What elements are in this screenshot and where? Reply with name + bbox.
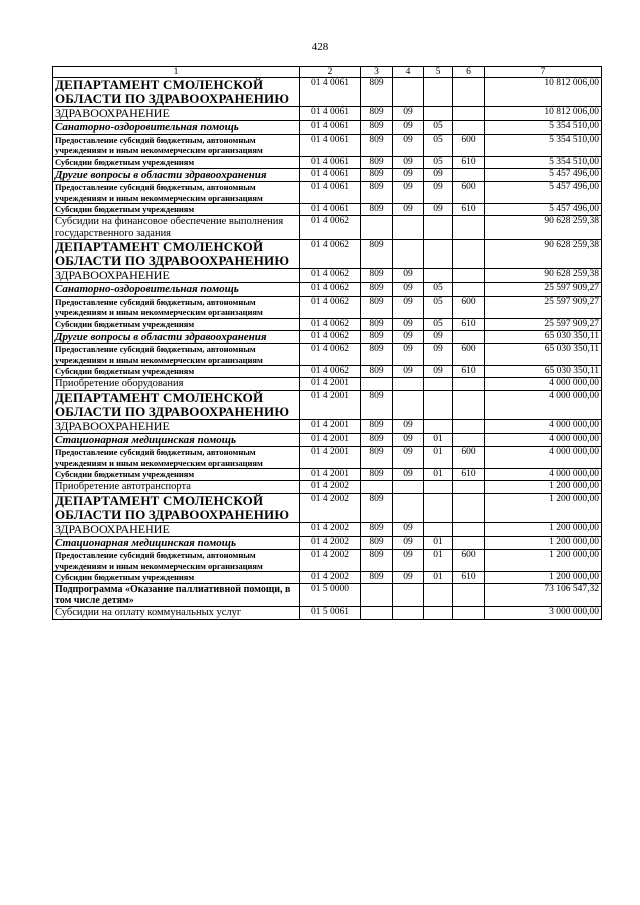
subsection-code [424, 481, 453, 494]
amount: 90 628 259,38 [485, 216, 602, 240]
expense-type-code: 600 [453, 182, 485, 204]
expense-type-code [453, 107, 485, 121]
subsection-code [424, 419, 453, 433]
subsection-code: 05 [424, 318, 453, 330]
item-name: Субсидии бюджетным учреждениям [53, 366, 300, 378]
section-code: 09 [393, 182, 424, 204]
column-header: 3 [361, 67, 393, 78]
item-name: ЗДРАВООХРАНЕНИЕ [53, 269, 300, 283]
amount: 4 000 000,00 [485, 378, 602, 391]
item-name: ДЕПАРТАМЕНТ СМОЛЕНСКОЙ ОБЛАСТИ ПО ЗДРАВООХРАНЕНИЮ [53, 493, 300, 522]
target-code: 01 4 2002 [300, 572, 361, 584]
item-name: Субсидии бюджетным учреждениям [53, 204, 300, 216]
target-code: 01 4 0061 [300, 182, 361, 204]
amount: 25 597 909,27 [485, 283, 602, 297]
target-code: 01 4 0061 [300, 156, 361, 168]
table-row [53, 182, 602, 204]
expense-type-code [453, 433, 485, 447]
amount: 1 200 000,00 [485, 493, 602, 522]
subsection-code: 01 [424, 550, 453, 572]
table-row [53, 156, 602, 168]
subsection-code [424, 493, 453, 522]
expense-type-code [453, 168, 485, 182]
expense-type-code: 610 [453, 204, 485, 216]
expense-type-code [453, 584, 485, 607]
amount: 10 812 006,00 [485, 78, 602, 107]
target-code: 01 4 2001 [300, 390, 361, 419]
target-code: 01 4 0062 [300, 318, 361, 330]
section-code: 09 [393, 121, 424, 135]
amount: 90 628 259,38 [485, 269, 602, 283]
grbs-code: 809 [361, 447, 393, 469]
grbs-code: 809 [361, 204, 393, 216]
table-row [53, 344, 602, 366]
grbs-code: 809 [361, 366, 393, 378]
target-code: 01 4 2001 [300, 419, 361, 433]
grbs-code [361, 216, 393, 240]
item-name: Предоставление субсидий бюджетным, автономным учреждениям и иным некоммерческим организациям [53, 344, 300, 366]
expense-type-code [453, 78, 485, 107]
table-row [53, 584, 602, 607]
table-row [53, 296, 602, 318]
expense-type-code: 600 [453, 134, 485, 156]
table-row [53, 168, 602, 182]
amount: 5 354 510,00 [485, 134, 602, 156]
item-name: ДЕПАРТАМЕНТ СМОЛЕНСКОЙ ОБЛАСТИ ПО ЗДРАВООХРАНЕНИЮ [53, 240, 300, 269]
section-code: 09 [393, 156, 424, 168]
target-code: 01 4 0062 [300, 366, 361, 378]
grbs-code: 809 [361, 469, 393, 481]
section-code [393, 390, 424, 419]
target-code: 01 4 0061 [300, 134, 361, 156]
subsection-code: 05 [424, 296, 453, 318]
budget-table [52, 66, 602, 620]
section-code: 09 [393, 318, 424, 330]
item-name: ДЕПАРТАМЕНТ СМОЛЕНСКОЙ ОБЛАСТИ ПО ЗДРАВООХРАНЕНИЮ [53, 78, 300, 107]
section-code [393, 607, 424, 620]
table-row [53, 390, 602, 419]
section-code [393, 481, 424, 494]
target-code: 01 4 0062 [300, 240, 361, 269]
expense-type-code: 600 [453, 344, 485, 366]
table-row [53, 522, 602, 536]
subsection-code: 09 [424, 344, 453, 366]
expense-type-code [453, 522, 485, 536]
table-row [53, 607, 602, 620]
section-code [393, 240, 424, 269]
section-code: 09 [393, 134, 424, 156]
grbs-code: 809 [361, 240, 393, 269]
amount: 4 000 000,00 [485, 469, 602, 481]
subsection-code [424, 240, 453, 269]
target-code: 01 4 0062 [300, 344, 361, 366]
grbs-code: 809 [361, 390, 393, 419]
amount: 1 200 000,00 [485, 481, 602, 494]
section-code [393, 216, 424, 240]
table-row [53, 283, 602, 297]
item-name: Субсидии на финансовое обеспечение выполнения государственного задания [53, 216, 300, 240]
amount: 25 597 909,27 [485, 296, 602, 318]
item-name: ЗДРАВООХРАНЕНИЕ [53, 419, 300, 433]
grbs-code: 809 [361, 572, 393, 584]
subsection-code [424, 107, 453, 121]
subsection-code [424, 269, 453, 283]
table-row [53, 447, 602, 469]
target-code: 01 4 0062 [300, 283, 361, 297]
grbs-code: 809 [361, 78, 393, 107]
amount: 65 030 350,11 [485, 344, 602, 366]
expense-type-code [453, 607, 485, 620]
grbs-code: 809 [361, 283, 393, 297]
section-code: 09 [393, 269, 424, 283]
section-code [393, 584, 424, 607]
grbs-code: 809 [361, 296, 393, 318]
column-header: 4 [393, 67, 424, 78]
target-code: 01 4 0061 [300, 204, 361, 216]
target-code: 01 4 0061 [300, 107, 361, 121]
grbs-code: 809 [361, 522, 393, 536]
table-row [53, 378, 602, 391]
subsection-code: 09 [424, 330, 453, 344]
target-code: 01 4 2002 [300, 536, 361, 550]
target-code: 01 4 0061 [300, 78, 361, 107]
subsection-code [424, 607, 453, 620]
section-code: 09 [393, 283, 424, 297]
table-row [53, 572, 602, 584]
item-name: Приобретение оборудования [53, 378, 300, 391]
table-row [53, 121, 602, 135]
page-number: 428 [311, 41, 329, 53]
amount: 65 030 350,11 [485, 330, 602, 344]
table-row [53, 269, 602, 283]
grbs-code: 809 [361, 318, 393, 330]
subsection-code: 09 [424, 168, 453, 182]
item-name: Санаторно-оздоровительная помощь [53, 121, 300, 135]
table-row [53, 318, 602, 330]
grbs-code: 809 [361, 419, 393, 433]
subsection-code [424, 216, 453, 240]
amount: 73 106 547,32 [485, 584, 602, 607]
target-code: 01 5 0061 [300, 607, 361, 620]
target-code: 01 4 0061 [300, 121, 361, 135]
expense-type-code [453, 283, 485, 297]
expense-type-code [453, 493, 485, 522]
item-name: Предоставление субсидий бюджетным, автономным учреждениям и иным некоммерческим организациям [53, 550, 300, 572]
expense-type-code [453, 216, 485, 240]
item-name: ДЕПАРТАМЕНТ СМОЛЕНСКОЙ ОБЛАСТИ ПО ЗДРАВООХРАНЕНИЮ [53, 390, 300, 419]
amount: 5 354 510,00 [485, 156, 602, 168]
target-code: 01 4 0062 [300, 216, 361, 240]
grbs-code [361, 481, 393, 494]
expense-type-code: 600 [453, 550, 485, 572]
item-name: Приобретение автотранспорта [53, 481, 300, 494]
table-row [53, 493, 602, 522]
section-code [393, 493, 424, 522]
grbs-code: 809 [361, 156, 393, 168]
target-code: 01 4 0062 [300, 296, 361, 318]
amount: 1 200 000,00 [485, 572, 602, 584]
subsection-code: 05 [424, 156, 453, 168]
subsection-code: 09 [424, 182, 453, 204]
amount: 25 597 909,27 [485, 318, 602, 330]
subsection-code: 05 [424, 121, 453, 135]
expense-type-code [453, 269, 485, 283]
item-name: Предоставление субсидий бюджетным, автономным учреждениям и иным некоммерческим организациям [53, 182, 300, 204]
grbs-code: 809 [361, 344, 393, 366]
expense-type-code [453, 330, 485, 344]
subsection-code: 01 [424, 572, 453, 584]
subsection-code: 01 [424, 469, 453, 481]
amount: 3 000 000,00 [485, 607, 602, 620]
subsection-code: 09 [424, 204, 453, 216]
section-code: 09 [393, 107, 424, 121]
target-code: 01 4 2002 [300, 550, 361, 572]
grbs-code: 809 [361, 107, 393, 121]
target-code: 01 4 2001 [300, 378, 361, 391]
grbs-code: 809 [361, 550, 393, 572]
subsection-code: 01 [424, 433, 453, 447]
item-name: Другие вопросы в области здравоохранения [53, 330, 300, 344]
table-row [53, 536, 602, 550]
table-row [53, 550, 602, 572]
target-code: 01 4 2002 [300, 522, 361, 536]
header-row [53, 67, 602, 78]
table-row [53, 78, 602, 107]
item-name: Субсидии бюджетным учреждениям [53, 469, 300, 481]
subsection-code [424, 584, 453, 607]
target-code: 01 4 0062 [300, 269, 361, 283]
item-name: Предоставление субсидий бюджетным, автономным учреждениям и иным некоммерческим организациям [53, 296, 300, 318]
item-name: ЗДРАВООХРАНЕНИЕ [53, 107, 300, 121]
section-code: 09 [393, 344, 424, 366]
expense-type-code: 610 [453, 469, 485, 481]
column-header: 2 [300, 67, 361, 78]
target-code: 01 4 2002 [300, 481, 361, 494]
section-code: 09 [393, 419, 424, 433]
item-name: Субсидии бюджетным учреждениям [53, 156, 300, 168]
item-name: Другие вопросы в области здравоохранения [53, 168, 300, 182]
amount: 1 200 000,00 [485, 536, 602, 550]
grbs-code: 809 [361, 330, 393, 344]
item-name: Предоставление субсидий бюджетным, автономным учреждениям и иным некоммерческим организациям [53, 134, 300, 156]
target-code: 01 4 0061 [300, 168, 361, 182]
amount: 4 000 000,00 [485, 447, 602, 469]
item-name: ЗДРАВООХРАНЕНИЕ [53, 522, 300, 536]
table-row [53, 419, 602, 433]
expense-type-code: 600 [453, 447, 485, 469]
item-name: Предоставление субсидий бюджетным, автономным учреждениям и иным некоммерческим организациям [53, 447, 300, 469]
expense-type-code [453, 536, 485, 550]
table-row [53, 433, 602, 447]
section-code: 09 [393, 296, 424, 318]
subsection-code: 05 [424, 134, 453, 156]
table-row [53, 469, 602, 481]
subsection-code: 09 [424, 366, 453, 378]
section-code: 09 [393, 522, 424, 536]
grbs-code: 809 [361, 536, 393, 550]
amount: 1 200 000,00 [485, 522, 602, 536]
amount: 10 812 006,00 [485, 107, 602, 121]
expense-type-code [453, 419, 485, 433]
section-code: 09 [393, 168, 424, 182]
target-code: 01 4 0062 [300, 330, 361, 344]
grbs-code: 809 [361, 121, 393, 135]
amount: 5 457 496,00 [485, 204, 602, 216]
item-name: Санаторно-оздоровительная помощь [53, 283, 300, 297]
section-code: 09 [393, 572, 424, 584]
table-row [53, 366, 602, 378]
grbs-code: 809 [361, 433, 393, 447]
table-row [53, 107, 602, 121]
item-name: Подпрограмма «Оказание паллиативной помощи, в том числе детям» [53, 584, 300, 607]
section-code [393, 378, 424, 391]
column-header: 5 [424, 67, 453, 78]
subsection-code: 01 [424, 536, 453, 550]
grbs-code: 809 [361, 168, 393, 182]
table-row [53, 240, 602, 269]
table-row [53, 330, 602, 344]
amount: 4 000 000,00 [485, 390, 602, 419]
amount: 5 457 496,00 [485, 168, 602, 182]
section-code: 09 [393, 366, 424, 378]
subsection-code [424, 78, 453, 107]
amount: 4 000 000,00 [485, 433, 602, 447]
amount: 4 000 000,00 [485, 419, 602, 433]
target-code: 01 5 0000 [300, 584, 361, 607]
section-code: 09 [393, 550, 424, 572]
table-row [53, 134, 602, 156]
subsection-code [424, 378, 453, 391]
section-code: 09 [393, 330, 424, 344]
amount: 90 628 259,38 [485, 240, 602, 269]
table-row [53, 204, 602, 216]
target-code: 01 4 2001 [300, 433, 361, 447]
item-name: Стационарная медицинская помощь [53, 433, 300, 447]
target-code: 01 4 2001 [300, 469, 361, 481]
subsection-code [424, 390, 453, 419]
column-header: 6 [453, 67, 485, 78]
section-code: 09 [393, 536, 424, 550]
section-code: 09 [393, 433, 424, 447]
table-body [53, 78, 602, 620]
column-header: 1 [53, 67, 300, 78]
expense-type-code: 610 [453, 572, 485, 584]
item-name: Субсидии бюджетным учреждениям [53, 318, 300, 330]
subsection-code: 05 [424, 283, 453, 297]
subsection-code: 01 [424, 447, 453, 469]
expense-type-code [453, 121, 485, 135]
section-code: 09 [393, 204, 424, 216]
expense-type-code [453, 240, 485, 269]
target-code: 01 4 2002 [300, 493, 361, 522]
grbs-code: 809 [361, 493, 393, 522]
section-code: 09 [393, 447, 424, 469]
section-code [393, 78, 424, 107]
expense-type-code: 610 [453, 156, 485, 168]
table-row [53, 216, 602, 240]
expense-type-code: 600 [453, 296, 485, 318]
amount: 5 354 510,00 [485, 121, 602, 135]
expense-type-code: 610 [453, 366, 485, 378]
amount: 65 030 350,11 [485, 366, 602, 378]
grbs-code [361, 378, 393, 391]
subsection-code [424, 522, 453, 536]
grbs-code: 809 [361, 182, 393, 204]
amount: 5 457 496,00 [485, 182, 602, 204]
grbs-code: 809 [361, 134, 393, 156]
item-name: Стационарная медицинская помощь [53, 536, 300, 550]
item-name: Субсидии на оплату коммунальных услуг [53, 607, 300, 620]
grbs-code: 809 [361, 269, 393, 283]
grbs-code [361, 607, 393, 620]
expense-type-code [453, 481, 485, 494]
expense-type-code [453, 378, 485, 391]
table-row [53, 481, 602, 494]
target-code: 01 4 2001 [300, 447, 361, 469]
expense-type-code: 610 [453, 318, 485, 330]
section-code: 09 [393, 469, 424, 481]
item-name: Субсидии бюджетным учреждениям [53, 572, 300, 584]
column-header: 7 [485, 67, 602, 78]
amount: 1 200 000,00 [485, 550, 602, 572]
grbs-code [361, 584, 393, 607]
expense-type-code [453, 390, 485, 419]
